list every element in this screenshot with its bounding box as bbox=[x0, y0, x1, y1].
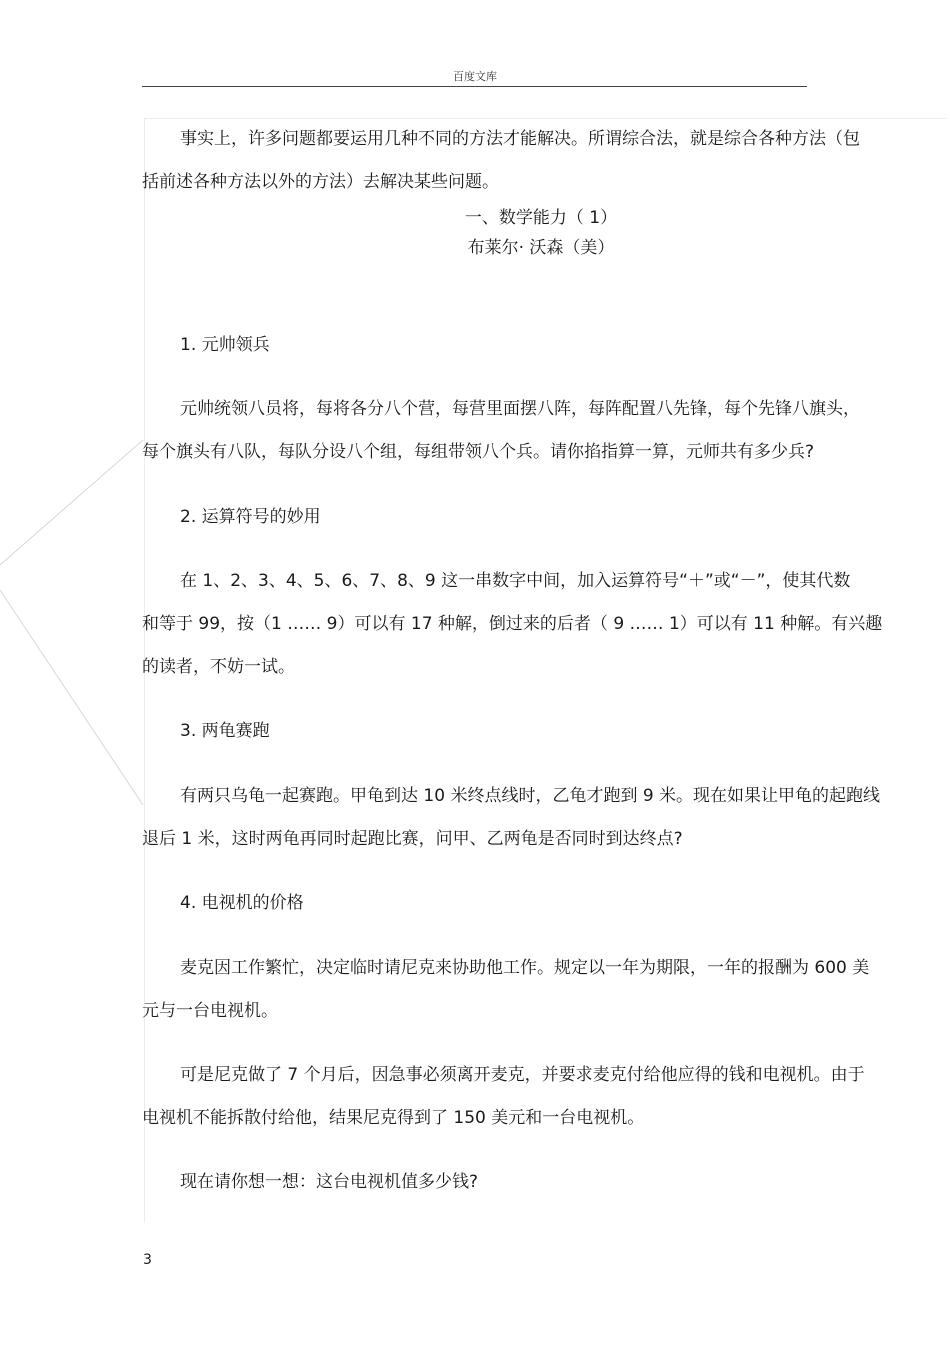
intro-line-2: 括前述各种方法以外的方法）去解决某些问题。 bbox=[142, 172, 499, 192]
problem-4-paragraph-1: 麦克因工作繁忙，决定临时请尼克来协助他工作。规定以一年为期限，一年的报酬为 600 美 元与一台电视机。 bbox=[142, 958, 870, 1021]
problem-heading-3: 3. 两龟赛跑 bbox=[180, 721, 270, 741]
section-title: 一、数学能力（ 1） bbox=[464, 208, 618, 228]
problem-4-paragraph-3: 现在请你想一想：这台电视机值多少钱? bbox=[180, 1172, 479, 1192]
problem-3-paragraph: 有两只乌龟一起赛跑。甲龟到达 10 米终点线时，乙龟才跑到 9 米。现在如果让甲龟的起跑线 退后 1 米，这时两龟再同时起跑比赛，问甲、乙两龟是否同时到达终点? bbox=[142, 786, 881, 849]
header-title: 百度文库 bbox=[453, 70, 497, 83]
intro-line-1: 事实上，许多问题都要运用几种不同的方法才能解决。所谓综合法，就是综合各种方法（包 bbox=[180, 129, 860, 149]
problem-heading-1: 1. 元帅领兵 bbox=[180, 335, 270, 355]
problem-heading-4: 4. 电视机的价格 bbox=[180, 893, 304, 913]
intro-paragraph bbox=[142, 118, 942, 204]
decorative-fold-lines bbox=[0, 440, 150, 820]
problem-1-paragraph: 元帅统领八员将，每将各分八个营，每营里面摆八阵，每阵配置八先锋，每个先锋八旗头， 每个旗头有八队，每队分设八个组，每组带领八个兵。请你掐指算一算，元师共有多少兵? bbox=[142, 399, 860, 462]
section-author: 布莱尔· 沃森（美） bbox=[467, 238, 615, 258]
problem-heading-2: 2. 运算符号的妙用 bbox=[180, 507, 321, 527]
header-rule bbox=[142, 86, 807, 87]
page-number: 3 bbox=[143, 1252, 152, 1268]
problem-4-paragraph-2: 可是尼克做了 7 个月后，因急事必须离开麦克，并要求麦克付给他应得的钱和电视机。由于 电视机不能拆散付给他，结果尼克得到了 150 美元和一台电视机。 bbox=[142, 1065, 865, 1128]
problem-2-paragraph: 在 1、2、3、4、5、6、7、8、9 这一串数字中间，加入运算符号“＋”或“－”，使其代数 和等于 99，按（1 …… 9）可以有 17 种解，倒过来的后者（ 9 …… 1）可以有 11 种解。有兴趣 的读者，不妨一试。 bbox=[142, 571, 883, 677]
